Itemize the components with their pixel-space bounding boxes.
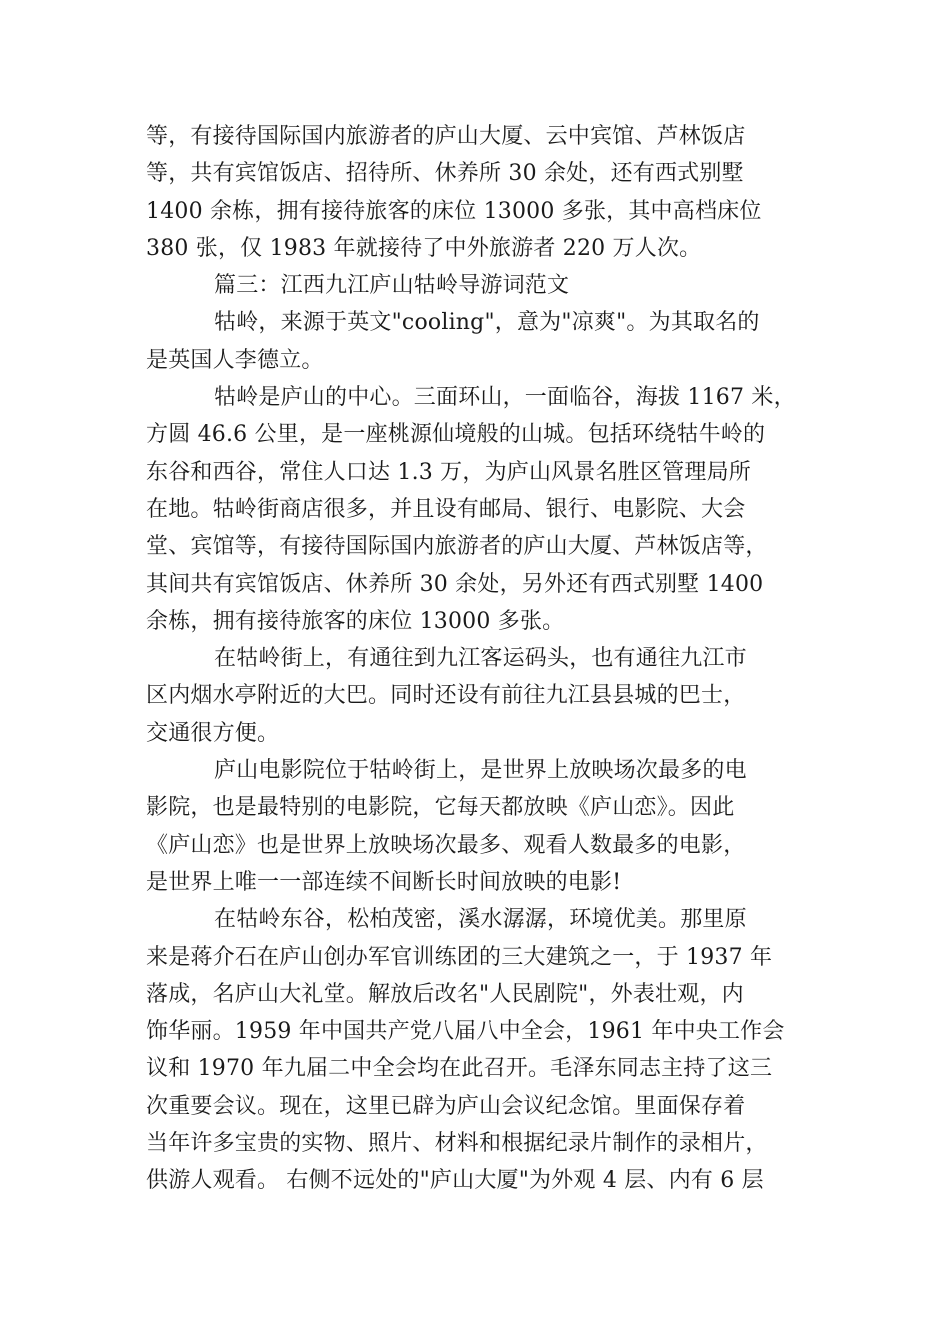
text-line: 影院，也是最特别的电影院，它每天都放映《庐山恋》。因此: [146, 795, 735, 821]
text-line: 方圆 46.6 公里，是一座桃源仙境般的山城。包括环绕牯牛岭的: [146, 422, 766, 448]
text-line: 饰华丽。1959 年中国共产党八届八中全会，1961 年中央工作会: [146, 1019, 785, 1045]
text-line: 等，共有宾馆饭店、招待所、休养所 30 余处，还有西式别墅: [146, 161, 744, 187]
document-body: [146, 118, 816, 1200]
text-line: 庐山电影院位于牯岭街上，是世界上放映场次最多的电: [214, 758, 747, 784]
text-line: 是世界上唯一一部连续不间断长时间放映的电影!: [146, 869, 622, 895]
document-page: [146, 118, 816, 1200]
text-line: 等，有接待国际国内旅游者的庐山大厦、云中宾馆、芦林饭店: [146, 124, 746, 149]
text-line: 当年许多宝贵的实物、照片、材料和根据纪录片制作的录相片，: [146, 1131, 768, 1157]
text-line: 议和 1970 年九届二中全会均在此召开。毛泽东同志主持了这三: [146, 1056, 773, 1082]
text-line: 东谷和西谷，常住人口达 1.3 万，为庐山风景名胜区管理局所: [146, 459, 751, 485]
text-line: 交通很方便。: [146, 720, 280, 746]
text-line: 在牯岭东谷，松柏茂密，溪水潺潺，环境优美。那里原: [214, 907, 747, 933]
text-line: 《庐山恋》也是世界上放映场次最多、观看人数最多的电影，: [146, 832, 746, 858]
text-line: 供游人观看。 右侧不远处的"庐山大厦"为外观 4 层、内有 6 层: [146, 1168, 764, 1194]
text-line: 在牯岭街上，有通往到九江客运码头，也有通往九江市: [214, 646, 747, 672]
section-heading: 篇三：江西九江庐山牯岭导游词范文: [214, 273, 570, 299]
text-line: 落成，名庐山大礼堂。解放后改名"人民剧院"，外表壮观，内: [146, 981, 744, 1007]
text-line: 380 张，仅 1983 年就接待了中外旅游者 220 万人次。: [146, 235, 702, 261]
text-line: 来是蒋介石在庐山创办军官训练团的三大建筑之一，于 1937 年: [146, 944, 773, 970]
text-line: 牯岭是庐山的中心。三面环山，一面临谷，海拔 1167 米，: [214, 385, 796, 411]
text-line: 区内烟水亭附近的大巴。同时还设有前往九江县县城的巴士，: [146, 683, 746, 709]
text-line: 1400 余栋，拥有接待旅客的床位 13000 多张，其中高档床位: [146, 198, 762, 224]
text-line: 其间共有宾馆饭店、休养所 30 余处，另外还有西式别墅 1400: [146, 571, 764, 597]
text-line: 堂、宾馆等，有接待国际国内旅游者的庐山大厦、芦林饭店等，: [146, 534, 768, 560]
text-line: 在地。牯岭街商店很多，并且设有邮局、银行、电影院、大会: [146, 496, 746, 522]
text-line: 余栋，拥有接待旅客的床位 13000 多张。: [146, 608, 565, 634]
text-line: 牯岭，来源于英文"cooling"，意为"凉爽"。为其取名的: [214, 310, 760, 336]
text-line: 次重要会议。现在，这里已辟为庐山会议纪念馆。里面保存着: [146, 1093, 746, 1119]
text-line: 是英国人李德立。: [146, 347, 324, 373]
